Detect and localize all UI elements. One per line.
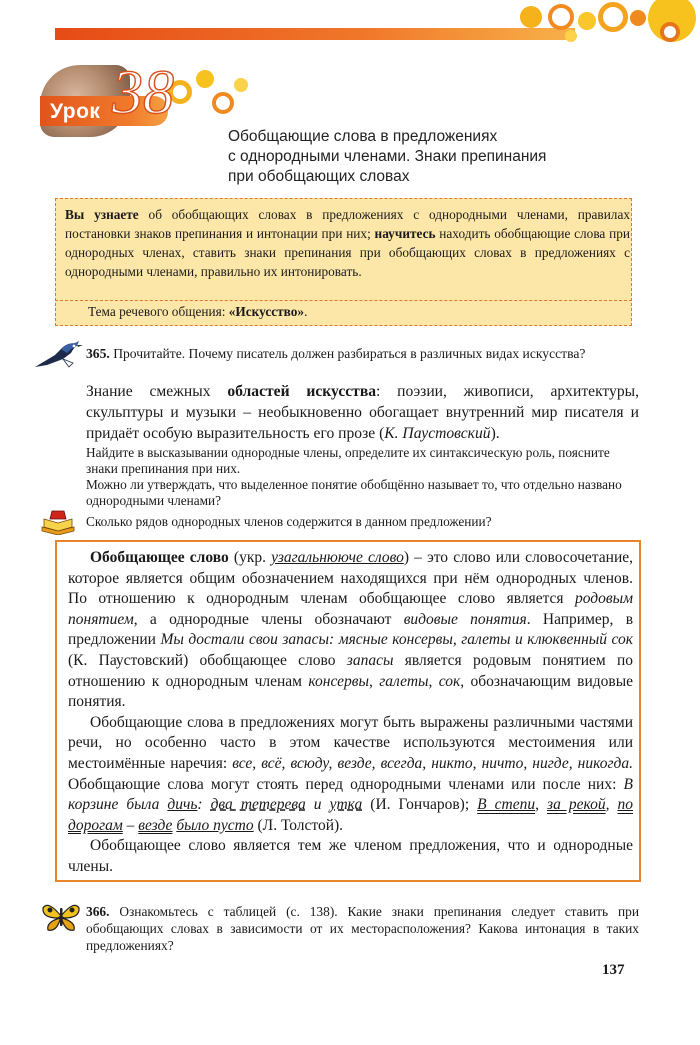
rule-sep: , xyxy=(428,672,439,690)
rule-member: В степи xyxy=(477,796,536,814)
rule-sep: и xyxy=(305,796,330,814)
rule-sep: , xyxy=(605,796,618,814)
rule-member: по дорогам xyxy=(68,796,634,834)
goals-skill-text: находить обобщающие слова при однородных членах, ставить знаки препинания при обобщающих словах в предложениях с однородными членами, правильно их интонировать. xyxy=(65,226,630,279)
title-line-2: с однородными членами. Знаки препинания xyxy=(228,148,547,165)
rule-text-span: ) – это слово или словосочетание, которое является общим обозначением находящихся при нём однородных членов. По отношению к однородным членам обобщающее слово является xyxy=(68,549,633,608)
rule-pronoun-list: все, всё, всюду, везде, всегда, никто, ничто, нигде, никогда. xyxy=(232,754,633,772)
rule-word: запасы xyxy=(346,651,394,669)
rule-text-span: Обобщающие слова могут стоять перед однородными членами или после них: xyxy=(68,775,624,793)
quote-end: ). xyxy=(490,425,500,442)
ex365-quote xyxy=(86,381,639,444)
quote-bold: областей искусства xyxy=(227,383,377,400)
rule-member: галеты xyxy=(379,672,429,690)
task-1: Найдите в высказывании однородные члены, определите их синтаксическую роль, поясните знаки препинания при них. xyxy=(86,445,610,476)
rule-sep: – xyxy=(122,816,139,834)
topic-line xyxy=(88,303,307,321)
rule-example-2: В корзине была xyxy=(68,775,633,814)
rule-member: утка xyxy=(329,796,363,814)
rule-member: два тетерева xyxy=(210,796,306,814)
goals-skill-label: научитесь xyxy=(374,226,436,241)
rule-sep: : xyxy=(197,796,211,814)
goals-separator xyxy=(55,300,632,301)
rule-sep: , xyxy=(368,672,380,690)
rule-member: за рекой xyxy=(547,796,606,814)
rule-author: (И. Гончаров); xyxy=(362,796,478,814)
rule-text-span: . Например, в предложении xyxy=(68,610,634,649)
decorative-circles xyxy=(0,0,700,60)
ex365-prompt-text: Прочитайте. Почему писатель должен разбираться в различных видах искусства? xyxy=(109,346,586,361)
rule-text-span: (укр. xyxy=(228,549,272,566)
page-number: 137 xyxy=(602,962,625,978)
quote-rest: : поэзии, живописи, архитектуры, скульптуры и музыки – необыкновенно обогащает внутренний мир писателя и придаёт особую выразительность его прозе ( xyxy=(86,383,640,442)
ex365-prompt xyxy=(86,345,639,362)
rule-generalizing-word: дичь xyxy=(167,796,198,814)
rule-predicate: было пусто xyxy=(176,816,254,834)
rule-paragraph-2 xyxy=(68,713,633,837)
rule-text-span: , а однородные члены обозначают xyxy=(133,610,404,628)
rule-generalizing-word: везде xyxy=(138,816,173,834)
task-2: Можно ли утверждать, что выделенное понятие обобщённо называет то, что отдельно названо однородными членами? xyxy=(86,477,622,508)
butterfly-icon xyxy=(40,898,82,934)
topic-value: «Искусство» xyxy=(228,304,305,319)
rule-text-span: является родовым понятием по отношению к однородным членам xyxy=(68,651,633,690)
ex366-text xyxy=(86,903,639,954)
rule-sep: , xyxy=(535,796,548,814)
rule-member: консервы xyxy=(308,672,369,690)
task-3: Сколько рядов однородных членов содержится в данном предложении? xyxy=(86,514,492,529)
lesson-label: Урок xyxy=(50,100,101,123)
rule-generic: родовым понятием xyxy=(68,590,633,628)
ex366-number: 366. xyxy=(86,904,110,919)
goals-learn-label: Вы узнаете xyxy=(65,207,139,222)
topic-label: Тема речевого общения: xyxy=(88,304,229,319)
goals-text xyxy=(65,205,630,281)
quote-start: Знание смежных xyxy=(86,383,228,400)
lesson-title xyxy=(228,127,648,187)
rule-species: видовые понятия xyxy=(403,610,527,628)
title-line-1: Обобщающие слова в предложениях xyxy=(228,128,498,145)
magpie-icon xyxy=(33,337,83,373)
rule-text-span: Обобщающие слова в предложениях могут быть выражены различными частями речи, но особенно часто в этом качестве используются местоимения или местоимённые наречия: xyxy=(68,713,633,772)
rule-author: (Л. Толстой). xyxy=(253,816,344,834)
rule-term: Обобщающее слово xyxy=(90,549,229,566)
rule-paragraph-1 xyxy=(68,548,633,713)
rule-paragraph-3: Обобщающее слово является тем же членом предложения, что и однородные члены. xyxy=(68,837,633,875)
ex365-number: 365. xyxy=(86,346,110,361)
rule-text-span: (К. Паустовский) обобщающее слово xyxy=(68,651,347,669)
rule-text xyxy=(68,548,633,878)
lesson-number: 38 xyxy=(112,59,174,127)
rule-member: сок xyxy=(438,672,461,690)
rule-example-1: Мы достали свои запасы: мясные консервы, галеты и клюквенный сок xyxy=(160,631,633,649)
rule-text-span: , обозначающим видовые понятия. xyxy=(68,672,634,711)
title-line-3: при обобщающих словах xyxy=(228,168,410,185)
ex365-tasks xyxy=(86,445,639,509)
ex366-body: Ознакомьтесь с таблицей (с. 138). Какие знаки препинания следует ставить при обобщающих словах в зависимости от их месторасположения? Какова интонация в таких предложениях? xyxy=(86,904,639,953)
quote-author: К. Паустовский xyxy=(384,425,491,442)
rule-ukr-term: узагальнююче слово xyxy=(271,549,404,566)
goals-learn-text: об обобщающих словах в предложениях с однородными членами, правилах постановки знаков препинания и интонации при них; xyxy=(65,207,630,241)
topic-end: . xyxy=(304,304,308,319)
book-icon xyxy=(38,507,78,535)
